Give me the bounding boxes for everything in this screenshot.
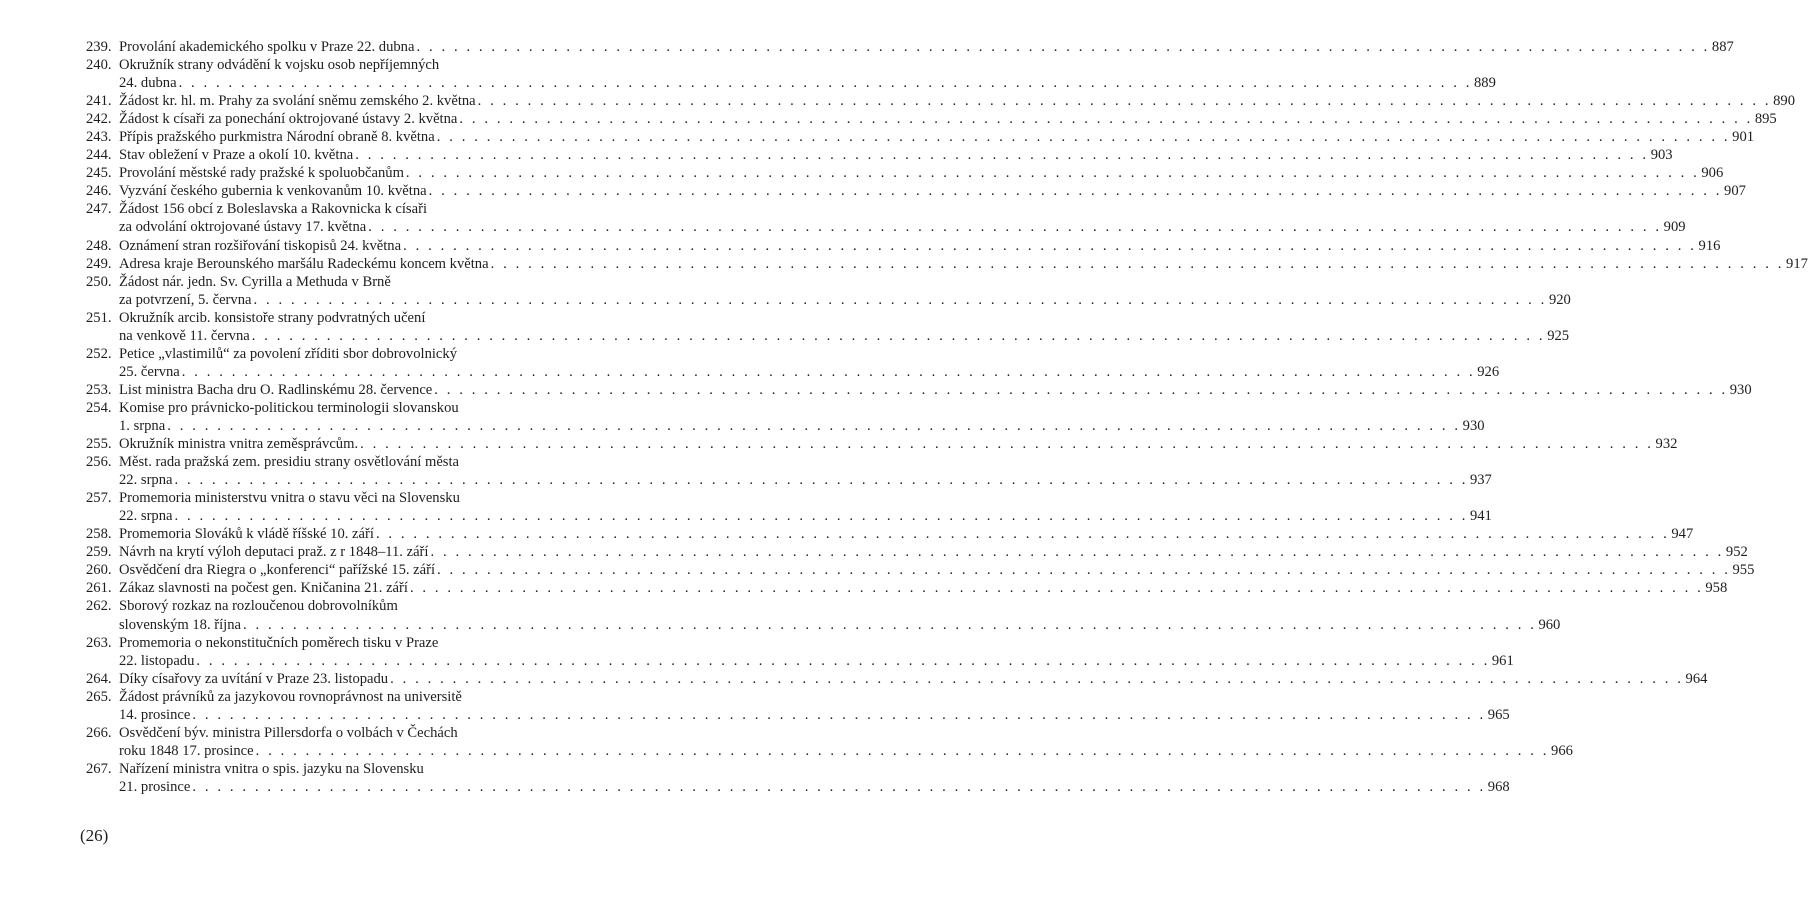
entry-number: 256.	[86, 454, 112, 471]
entry-title: Stav obležení v Praze a okolí 10. května	[119, 147, 354, 164]
entry-title: za potvrzení, 5. června	[119, 291, 252, 308]
entry-title: Provolání akademického spolku v Praze 22. dubna	[119, 39, 415, 55]
toc-entry-line	[86, 255, 1808, 273]
toc-entry	[86, 579, 1728, 597]
entry-page-number: 964	[1685, 670, 1708, 687]
toc-entry-line	[86, 435, 1678, 453]
dot-leader	[376, 525, 1669, 543]
entry-number: 241.	[86, 93, 112, 110]
entry-page-number: 958	[1705, 580, 1728, 597]
toc-entry	[86, 670, 1708, 688]
entry-page-number: 889	[1474, 75, 1496, 92]
entry-page-number: 952	[1725, 544, 1748, 561]
entry-page-number: 965	[1487, 706, 1510, 723]
entry-page-number: 961	[1491, 652, 1514, 669]
toc-entry-line	[86, 164, 1724, 182]
entry-title: Promemoria o nekonstitučních poměrech tisku v Praze	[119, 634, 439, 651]
toc-entry-line	[86, 182, 1746, 200]
dot-leader	[478, 92, 1771, 110]
toc-entry	[86, 543, 1748, 561]
toc-entry-line	[86, 218, 1686, 236]
toc-entry-line	[86, 507, 1492, 525]
toc-entry	[86, 237, 1721, 255]
entry-number: 240.	[86, 57, 112, 74]
entry-title: Promemoria ministerstvu vnitra o stavu věci na Slovensku	[119, 490, 460, 507]
toc-entry-line	[86, 273, 566, 291]
toc-entry-line	[86, 597, 566, 615]
dot-leader	[192, 778, 1485, 796]
dot-leader	[491, 255, 1784, 273]
dot-leader	[406, 164, 1699, 182]
toc-entry	[86, 435, 1678, 453]
toc-entry	[86, 525, 1694, 543]
toc-entry-line	[86, 200, 566, 218]
entry-page-number: 932	[1655, 436, 1678, 453]
entry-number: 266.	[86, 724, 112, 741]
dot-leader	[410, 579, 1703, 597]
entry-title: Díky císařovy za uvítání v Praze 23. listopadu	[119, 670, 389, 687]
toc-entry	[86, 561, 1755, 579]
entry-title: Žádost kr. hl. m. Prahy za svolání sněmu zemského 2. května	[119, 93, 476, 110]
entry-page-number: 907	[1724, 183, 1746, 200]
toc-entry	[86, 597, 1561, 633]
entry-page-number: 955	[1732, 562, 1755, 579]
entry-page-number: 895	[1754, 111, 1777, 128]
toc-entry	[86, 38, 1734, 56]
toc-entry	[86, 381, 1752, 399]
dot-leader	[429, 182, 1722, 200]
dot-leader	[256, 742, 1549, 760]
entry-title: List ministra Bacha dru O. Radlinskému 28. července	[119, 381, 433, 398]
toc-entry	[86, 453, 1492, 489]
entry-page-number: 960	[1538, 616, 1561, 633]
entry-page-number: 930	[1729, 381, 1752, 398]
entry-title: Měst. rada pražská zem. presidiu strany osvětlování města	[119, 454, 460, 471]
entry-title: Sborový rozkaz na rozloučenou dobrovolníkům	[119, 598, 398, 615]
entry-page-number: 903	[1650, 147, 1673, 164]
entry-title: Žádost nár. jedn. Sv. Cyrilla a Methuda v Brně	[119, 273, 391, 290]
dot-leader	[252, 327, 1545, 345]
dot-leader	[175, 471, 1468, 489]
entry-number: 265.	[86, 688, 112, 705]
toc-entry-line	[86, 688, 566, 706]
entry-title: Žádost právníků za jazykovou rovnoprávnost na universitě	[119, 688, 462, 705]
entry-page-number: 925	[1547, 327, 1570, 344]
toc-entry-line	[86, 616, 1561, 634]
toc-entry-line	[86, 110, 1777, 128]
dot-leader	[192, 706, 1485, 724]
entry-title: 25. června	[119, 363, 180, 380]
dot-leader	[175, 507, 1468, 525]
entry-title: 1. srpna	[119, 417, 166, 434]
toc-entry-line	[86, 56, 566, 74]
toc-entry	[86, 56, 1496, 92]
dot-leader	[196, 652, 1489, 670]
entry-title: Osvědčení dra Riegra o „konferenci“ pařížské 15. září	[119, 562, 436, 579]
entry-number: 253.	[86, 381, 112, 398]
toc-entry	[86, 688, 1510, 724]
entry-title: 22. srpna	[119, 508, 173, 525]
entry-number: 258.	[86, 526, 112, 543]
toc-entry	[86, 760, 1510, 796]
toc-entry	[86, 399, 1485, 435]
entry-page-number: 941	[1469, 508, 1492, 525]
toc-entry-line	[86, 417, 1485, 435]
toc-entry-line	[86, 92, 1795, 110]
entry-title: 14. prosince	[119, 706, 191, 723]
dot-leader	[355, 146, 1648, 164]
entry-title: Nařízení ministra vnitra o spis. jazyku na Slovensku	[119, 760, 424, 777]
entry-number: 250.	[86, 273, 112, 290]
entry-title: Přípis pražského purkmistra Národní obraně 8. května	[119, 129, 435, 146]
entry-title: 22. listopadu	[119, 652, 195, 669]
entry-page-number: 947	[1671, 526, 1694, 543]
dot-leader	[416, 38, 1709, 56]
toc-entry	[86, 255, 1808, 273]
dot-leader	[182, 363, 1475, 381]
toc-entry-line	[86, 742, 1573, 760]
toc-entry-line	[86, 345, 566, 363]
entry-page-number: 920	[1548, 291, 1571, 308]
toc-entry-line	[86, 489, 566, 507]
toc-entry-line	[86, 128, 1755, 146]
entry-title: Zákaz slavnosti na počest gen. Kničanina 21. září	[119, 580, 408, 597]
entry-page-number: 887	[1711, 39, 1734, 55]
toc-entry-line	[86, 543, 1748, 561]
entry-title: Promemoria Slováků k vládě říšské 10. září	[119, 526, 374, 543]
entry-number: 246.	[86, 183, 112, 200]
toc-entry-line	[86, 291, 1571, 309]
entry-page-number: 916	[1698, 237, 1721, 254]
toc-entry	[86, 182, 1746, 200]
entry-number: 262.	[86, 598, 112, 615]
toc-entry-line	[86, 381, 1752, 399]
toc-entry	[86, 146, 1673, 164]
entry-number: 267.	[86, 760, 112, 777]
entry-number: 260.	[86, 562, 112, 579]
toc-entry-line	[86, 327, 1570, 345]
entry-page-number: 906	[1701, 165, 1724, 182]
toc-entry-line	[86, 525, 1694, 543]
toc-entry-line	[86, 38, 1734, 56]
page-number: (26)	[80, 826, 109, 845]
entry-number: 251.	[86, 309, 112, 326]
entry-title: Osvědčení býv. ministra Pillersdorfa o volbách v Čechách	[119, 724, 458, 741]
toc-entry-line	[86, 634, 566, 652]
entry-title: Provolání městské rady pražské k spoluobčanům	[119, 165, 404, 182]
toc-entry-line	[86, 74, 1496, 92]
toc-entry	[86, 273, 1571, 309]
entry-title: Adresa kraje Berounského maršálu Radeckému koncem května	[119, 255, 489, 272]
entry-number: 249.	[86, 255, 112, 272]
toc-entry-line	[86, 670, 1708, 688]
toc-entry	[86, 110, 1777, 128]
entry-page-number: 917	[1786, 255, 1808, 272]
dot-leader	[368, 218, 1661, 236]
entry-title: Žádost 156 obcí z Boleslavska a Rakovnicka k císaři	[119, 201, 428, 218]
entry-number: 255.	[86, 436, 112, 453]
entry-page-number: 966	[1551, 742, 1573, 759]
entry-number: 257.	[86, 490, 112, 507]
entry-title: 22. srpna	[119, 472, 173, 489]
dot-leader	[254, 291, 1547, 309]
entry-page-number: 901	[1732, 129, 1755, 146]
toc-entry-line	[86, 471, 1492, 489]
entry-number: 254.	[86, 399, 112, 416]
dot-leader	[179, 74, 1472, 92]
entry-number: 261.	[86, 580, 112, 597]
toc-entry-line	[86, 363, 1500, 381]
entry-title: na venkově 11. června	[119, 327, 250, 344]
toc-entry-line	[86, 561, 1755, 579]
entry-page-number: 926	[1477, 363, 1500, 380]
entry-title: Okružník arcib. konsistoře strany podvratných učení	[119, 309, 426, 326]
dot-leader	[167, 417, 1460, 435]
dot-leader	[437, 561, 1730, 579]
entry-title: Okružník strany odvádění k vojsku osob nepříjemných	[119, 57, 440, 74]
toc-entry	[86, 489, 1492, 525]
entry-title: Žádost k císaři za ponechání oktrojované ústavy 2. května	[119, 111, 458, 128]
toc-entry-line	[86, 453, 566, 471]
toc-entry	[86, 345, 1500, 381]
dot-leader	[437, 128, 1730, 146]
toc-entry-line	[86, 309, 566, 327]
entry-page-number: 930	[1462, 417, 1485, 434]
toc-entry	[86, 200, 1686, 236]
dot-leader	[243, 616, 1536, 634]
toc-entry-line	[86, 237, 1721, 255]
entry-title: Okružník ministra vnitra zeměsprávcům.	[119, 436, 359, 453]
entry-title: slovenským 18. října	[119, 616, 242, 633]
toc-entry	[86, 634, 1514, 670]
toc-entry	[86, 309, 1570, 345]
toc-entry	[86, 128, 1755, 146]
entry-title: Vyzvání českého gubernia k venkovanům 10. května	[119, 183, 427, 200]
toc-entry-line	[86, 706, 1510, 724]
toc-entry	[86, 724, 1573, 760]
dot-leader	[360, 435, 1653, 453]
dot-leader	[459, 110, 1752, 128]
toc-entry	[86, 92, 1795, 110]
entry-number: 239.	[86, 39, 112, 55]
entry-number: 245.	[86, 165, 112, 182]
entry-title: Návrh na krytí výloh deputaci praž. z r 1848–11. září	[119, 544, 429, 561]
entry-title: Komise pro právnicko-politickou terminologii slovanskou	[119, 399, 459, 416]
entry-number: 252.	[86, 345, 112, 362]
entry-page-number: 890	[1773, 93, 1795, 110]
toc-entry-line	[86, 579, 1728, 597]
dot-leader	[430, 543, 1723, 561]
dot-leader	[403, 237, 1696, 255]
entry-title: roku 1848 17. prosince	[119, 742, 254, 759]
table-of-contents	[86, 38, 1808, 796]
entry-title: za odvolání oktrojované ústavy 17. května	[119, 219, 367, 236]
entry-number: 263.	[86, 634, 112, 651]
toc-entry-line	[86, 146, 1673, 164]
dot-leader	[434, 381, 1727, 399]
entry-number: 264.	[86, 670, 112, 687]
entry-number: 242.	[86, 111, 112, 128]
toc-entry-line	[86, 778, 1510, 796]
toc-entry-line	[86, 652, 1514, 670]
entry-number: 244.	[86, 147, 112, 164]
entry-number: 247.	[86, 201, 112, 218]
entry-page-number: 909	[1663, 219, 1686, 236]
toc-entry	[86, 164, 1724, 182]
dot-leader	[390, 670, 1683, 688]
entry-title: Petice „vlastimilů“ za povolení zříditi sbor dobrovolnický	[119, 345, 458, 362]
entry-title: Oznámení stran rozšiřování tiskopisů 24. května	[119, 237, 402, 254]
entry-number: 248.	[86, 237, 112, 254]
entry-page-number: 937	[1469, 472, 1492, 489]
entry-title: 24. dubna	[119, 75, 177, 92]
toc-entry-line	[86, 399, 566, 417]
toc-entry-line	[86, 760, 566, 778]
toc-entry-line	[86, 724, 566, 742]
entry-page-number: 968	[1487, 778, 1510, 795]
entry-number: 243.	[86, 129, 112, 146]
entry-title: 21. prosince	[119, 778, 191, 795]
entry-number: 259.	[86, 544, 112, 561]
